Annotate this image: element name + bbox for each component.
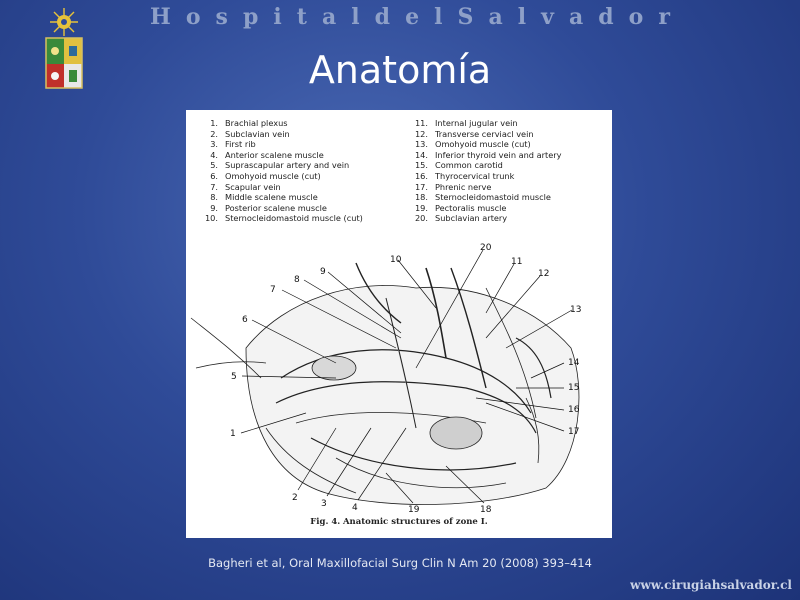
callout-number: 1	[230, 429, 236, 439]
title-letter: l	[351, 4, 360, 30]
legend-right-column	[410, 118, 600, 224]
legend-text: Omohyoid muscle (cut)	[435, 139, 531, 150]
callout-number: 5	[231, 372, 237, 382]
legend-item	[410, 139, 600, 150]
legend-item	[410, 150, 600, 161]
legend-text: Common carotid	[435, 160, 503, 171]
legend-number: 16.	[414, 170, 428, 181]
legend-number: 13.	[414, 139, 428, 150]
title-letter: p	[242, 4, 259, 30]
legend-number: 6.	[210, 170, 218, 181]
legend-item	[200, 182, 415, 193]
anatomy-figure	[186, 110, 612, 538]
slide-title: Anatomía	[308, 48, 492, 92]
title-letter: i	[273, 4, 282, 30]
legend-number: 14.	[414, 149, 428, 160]
callout-number: 15	[568, 383, 580, 393]
legend-text: Suprascapular artery and vein	[225, 160, 350, 171]
title-letter: o	[628, 4, 644, 30]
legend-item	[410, 171, 600, 182]
callout-number: 8	[294, 275, 300, 285]
callout-number: 7	[270, 285, 276, 295]
legend-text: Internal jugular vein	[435, 118, 518, 128]
anatomy-illustration	[186, 238, 612, 513]
caption-label: Fig. 4.	[310, 517, 341, 527]
title-letter: l	[434, 4, 443, 30]
legend-number: 17.	[414, 181, 428, 192]
legend-text: Phrenic nerve	[435, 181, 492, 192]
legend-left-column	[200, 118, 415, 224]
legend-number: 5.	[210, 160, 218, 171]
legend-number: 9.	[210, 202, 218, 213]
legend-item	[200, 171, 415, 182]
legend-item	[410, 213, 600, 224]
callout-number: 4	[352, 503, 358, 513]
callout-number: 20	[480, 243, 492, 253]
title-letter: a	[568, 4, 584, 30]
legend-number: 10.	[204, 213, 218, 224]
callout-number: 11	[511, 257, 523, 267]
website-link[interactable]: www.cirugiahsalvador.cl	[630, 578, 792, 592]
legend-text: Transverse cerviacl vein	[435, 128, 534, 139]
legend-number: 8.	[210, 192, 218, 203]
legend-text: Scapular vein	[225, 181, 281, 192]
legend-number: 20.	[414, 213, 428, 224]
title-letter: t	[296, 4, 307, 30]
title-letter: v	[541, 4, 554, 30]
callout-number: 10	[390, 255, 402, 265]
callout-number: 18	[480, 505, 492, 513]
legend-text: Subclavian artery	[435, 213, 508, 224]
legend-number: 7.	[210, 181, 218, 192]
legend-text: Inferior thyroid vein and artery	[435, 149, 562, 160]
title-letter: H	[150, 4, 171, 30]
legend-number: 18.	[414, 192, 428, 203]
title-letter: o	[185, 4, 201, 30]
title-letter: l	[517, 4, 527, 30]
legend-text: Anterior scalene muscle	[225, 149, 324, 160]
callout-number: 3	[321, 499, 327, 509]
title-letter: s	[215, 4, 228, 30]
title-letter: d	[374, 4, 391, 30]
callout-number: 12	[538, 269, 550, 279]
legend-item	[410, 203, 600, 214]
title-letter: e	[405, 4, 420, 30]
legend-number: 3.	[210, 139, 218, 150]
legend-item	[410, 160, 600, 171]
hospital-title	[150, 4, 670, 30]
legend-item	[200, 129, 415, 140]
legend-item	[410, 192, 600, 203]
legend-item	[200, 150, 415, 161]
legend-text: Omohyoid muscle (cut)	[225, 170, 321, 181]
legend-item	[200, 160, 415, 171]
legend-text: Sternocleidomastoid muscle (cut)	[225, 213, 363, 224]
callout-number: 19	[408, 505, 420, 513]
callout-number: 6	[242, 315, 248, 325]
callout-number: 13	[570, 305, 582, 315]
citation-text: Bagheri et al, Oral Maxillofacial Surg Clin N Am 20 (2008) 393–414	[208, 556, 592, 570]
title-letter: S	[457, 4, 474, 30]
legend-text: First rib	[225, 139, 256, 150]
title-letter: r	[658, 4, 670, 30]
legend-text: Sternocleidomastoid muscle	[435, 192, 551, 203]
caption-text: Anatomic structures of zone I.	[342, 517, 488, 527]
sun-emblem	[50, 8, 78, 36]
callout-number: 16	[568, 405, 580, 415]
legend-text: Pectoralis muscle	[435, 202, 507, 213]
title-letter: d	[598, 4, 614, 30]
anatomy-drawing	[191, 263, 582, 504]
legend-number: 15.	[414, 160, 428, 171]
legend-item	[200, 192, 415, 203]
legend-text: Posterior scalene muscle	[225, 202, 327, 213]
title-letter: a	[321, 4, 337, 30]
legend-item	[200, 213, 415, 224]
callout-number: 2	[292, 493, 298, 503]
legend-item	[410, 129, 600, 140]
legend-text: Subclavian vein	[225, 128, 290, 139]
legend-number: 4.	[210, 149, 218, 160]
legend-item	[410, 118, 600, 129]
callout-number: 17	[568, 427, 580, 437]
legend-item	[410, 182, 600, 193]
legend-text: Middle scalene muscle	[225, 192, 318, 203]
legend-item	[200, 203, 415, 214]
legend-number: 19.	[414, 202, 428, 213]
legend-item	[200, 118, 415, 129]
legend-number: 1.	[210, 118, 218, 128]
legend-text: Brachial plexus	[225, 118, 288, 128]
legend-number: 12.	[414, 128, 428, 139]
legend-item	[200, 139, 415, 150]
figure-caption	[186, 517, 612, 527]
legend-number: 11.	[414, 118, 428, 128]
callout-number: 9	[320, 267, 326, 277]
title-letter: a	[488, 4, 503, 30]
legend-text: Thyrocervical trunk	[435, 170, 515, 181]
callout-number: 14	[568, 358, 580, 368]
legend-number: 2.	[210, 128, 218, 139]
